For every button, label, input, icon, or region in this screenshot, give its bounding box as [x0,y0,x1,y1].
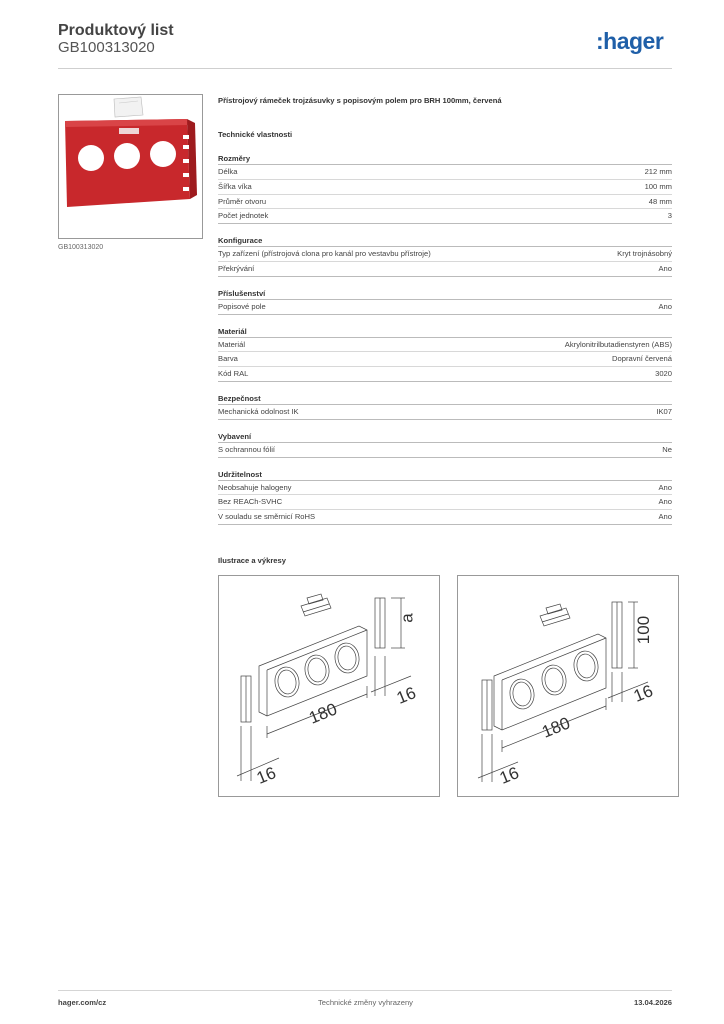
spec-value: Ano [658,497,672,507]
drawing-a [218,575,440,797]
spec-label: Barva [218,354,238,364]
width-dimension: 180 [306,699,340,728]
spec-row [218,165,672,180]
width-dimension: 180 [539,713,573,742]
spec-section [218,154,672,224]
spec-row [218,367,672,382]
spec-section [218,470,672,525]
image-caption: GB100313020 [58,244,104,251]
product-name: Přístrojový rámeček trojzásuvky s popisovým polem pro BRH 100mm, červená [218,96,502,105]
depth-dimension: 16 [253,763,279,788]
header-divider [58,68,672,69]
spec-value: Ne [662,444,672,454]
spec-label: Mechanická odolnost IK [218,406,299,416]
spec-section [218,289,672,315]
spec-label: Neobsahuje halogeny [218,482,292,492]
spec-value: Ano [658,482,672,492]
spec-row [218,209,672,224]
spec-section-title: Konfigurace [218,236,672,247]
footer-date: 13.04.2026 [633,998,672,1007]
product-code: GB100313020 [58,39,155,56]
spec-value: 48 mm [648,196,672,206]
spec-value: 100 mm [644,181,672,191]
spec-value: Dopravní červená [612,354,672,364]
spec-value: Ano [658,512,672,522]
height-dimension: 100 [634,615,654,645]
spec-section-title: Udržitelnost [218,470,672,481]
spec-row [218,180,672,195]
spec-label: Materiál [218,339,246,349]
spec-section-title: Rozměry [218,154,672,165]
spec-section [218,394,672,420]
spec-label: Kód RAL [218,369,249,379]
spec-label: Překrývání [218,263,255,273]
spec-label: Šířka víka [218,181,252,191]
spec-value: 3020 [655,369,672,379]
spec-section [218,327,672,382]
spec-value: 212 mm [644,167,672,176]
depth-dimension: 16 [496,763,522,788]
illustrations-title: Ilustrace a výkresy [218,556,286,565]
spec-row [218,405,672,420]
spec-value: Ano [658,263,672,273]
height-dimension: a [397,613,417,623]
spec-row [218,262,672,277]
tech-title: Technické vlastnosti [218,130,293,139]
spec-row [218,338,672,353]
product-photo [59,95,202,238]
footer-divider [58,990,672,991]
side-depth-dimension: 16 [393,683,419,708]
spec-value: Akrylonitrilbutadienstyren (ABS) [564,339,672,349]
spec-label: V souladu se směrnicí RoHS [218,512,316,522]
spec-section [218,236,672,277]
spec-value: Ano [658,301,672,311]
footer-website[interactable]: hager.com/cz [58,998,107,1007]
spec-row [218,510,672,525]
side-depth-dimension: 16 [630,681,656,706]
spec-value: Kryt trojnásobný [617,249,672,259]
spec-row [218,481,672,496]
page-title: Produktový list [58,22,174,39]
spec-section-title: Bezpečnost [218,394,672,405]
spec-value: IK07 [656,406,672,416]
spec-row [218,495,672,510]
logo-text: hager [603,28,664,54]
main-content [218,96,672,525]
spec-row [218,195,672,210]
spec-label: S ochrannou fólií [218,444,275,454]
spec-section-title: Materiál [218,327,672,338]
spec-row [218,300,672,315]
spec-label: Typ zařízení (přístrojová clona pro kanál pro vestavbu přístroje) [218,249,431,259]
spec-value: 3 [667,211,672,221]
spec-label: Délka [218,167,238,176]
spec-row [218,247,672,262]
spec-label: Bez REACh-SVHC [218,497,283,507]
spec-label: Popisové pole [218,301,266,311]
spec-section [218,432,672,458]
drawing-b [457,575,679,797]
hager-logo: :hager [596,28,664,54]
spec-label: Počet jednotek [218,211,269,221]
product-image [58,94,203,239]
spec-row [218,352,672,367]
spec-section-title: Vybavení [218,432,672,443]
spec-row [218,443,672,458]
spec-section-title: Příslušenství [218,289,672,300]
spec-label: Průměr otvoru [218,196,267,206]
spec-sections [218,154,672,525]
footer-disclaimer: Technické změny vyhrazeny [318,998,413,1007]
